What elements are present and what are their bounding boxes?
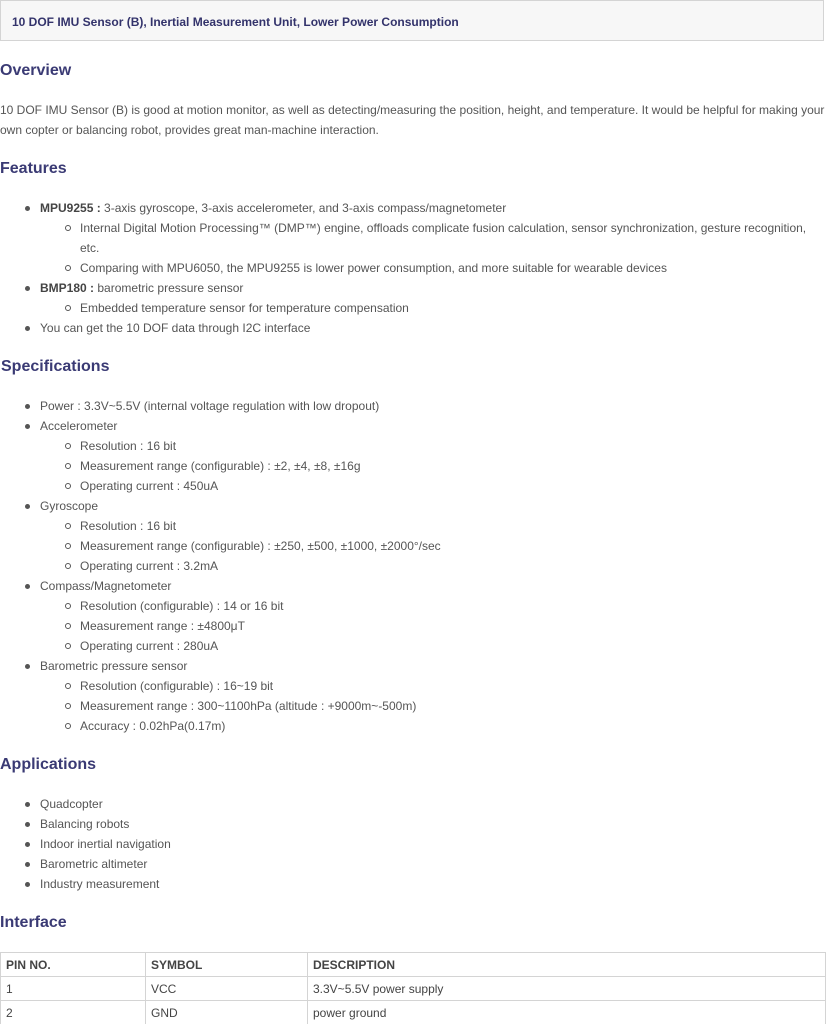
bullet-icon (25, 664, 30, 669)
column-header: DESCRIPTION (308, 953, 826, 977)
mpu-text: 3-axis gyroscope, 3-axis accelerometer, and 3-axis compass/magnetometer (104, 201, 507, 215)
spec-gyro-range: Measurement range (configurable) : ±250, ±500, ±1000, ±2000°/sec (80, 539, 441, 553)
application-item: Quadcopter (40, 797, 103, 811)
bullet-icon (25, 206, 30, 211)
features-heading: Features (0, 160, 67, 177)
bmp-label: BMP180 : (40, 281, 95, 295)
spec-barometric: Barometric pressure sensor (40, 659, 188, 673)
feature-mpu9255 (40, 198, 506, 218)
spec-accelerometer: Accelerometer (40, 419, 118, 433)
spec-acc-resolution: Resolution : 16 bit (80, 439, 177, 453)
spec-power: Power : 3.3V~5.5V (internal voltage regulation with low dropout) (40, 399, 380, 413)
feature-mpu-dmp: Internal Digital Motion Processing™ (DMP™) engine, offloads complicate fusion calculation, sensor synchronization, gesture recognition, etc. (80, 221, 807, 255)
spec-acc-current: Operating current : 450uA (80, 479, 219, 493)
table-header-row (1, 953, 826, 977)
feature-i2c: You can get the 10 DOF data through I2C interface (40, 321, 311, 335)
spec-baro-resolution: Resolution (configurable) : 16~19 bit (80, 679, 274, 693)
bullet-icon (25, 326, 30, 331)
spec-acc-range: Measurement range (configurable) : ±2, ±4, ±8, ±16g (80, 459, 361, 473)
feature-bmp180 (40, 278, 243, 298)
feature-bmp-temp: Embedded temperature sensor for temperature compensation (80, 301, 409, 315)
application-item: Barometric altimeter (40, 857, 148, 871)
bullet-icon (25, 286, 30, 291)
table-row (1, 1001, 826, 1024)
bullet-icon (25, 822, 30, 827)
spec-comp-range: Measurement range : ±4800μT (80, 619, 245, 633)
title-bar (0, 0, 824, 41)
symbol-cell: GND (146, 1001, 308, 1024)
pin-no-cell: 1 (1, 977, 146, 1001)
spec-baro-accuracy: Accuracy : 0.02hPa(0.17m) (80, 719, 226, 733)
spec-comp-current: Operating current : 280uA (80, 639, 219, 653)
circle-bullet-icon (65, 723, 71, 729)
spec-compass: Compass/Magnetometer (40, 579, 172, 593)
bullet-icon (25, 584, 30, 589)
circle-bullet-icon (65, 543, 71, 549)
spec-comp-resolution: Resolution (configurable) : 14 or 16 bit (80, 599, 284, 613)
bullet-icon (25, 862, 30, 867)
circle-bullet-icon (65, 563, 71, 569)
application-item: Balancing robots (40, 817, 130, 831)
circle-bullet-icon (65, 483, 71, 489)
circle-bullet-icon (65, 623, 71, 629)
bullet-icon (25, 802, 30, 807)
feature-mpu-compare: Comparing with MPU6050, the MPU9255 is lower power consumption, and more suitable for wearable devices (80, 261, 667, 275)
bullet-icon (25, 424, 30, 429)
circle-bullet-icon (65, 683, 71, 689)
bmp-text: barometric pressure sensor (97, 281, 244, 295)
applications-heading: Applications (0, 756, 97, 773)
description-cell: power ground (308, 1001, 826, 1024)
column-header: SYMBOL (146, 953, 308, 977)
interface-heading: Interface (0, 914, 67, 931)
description-cell: 3.3V~5.5V power supply (308, 977, 826, 1001)
spec-gyro-current: Operating current : 3.2mA (80, 559, 219, 573)
bullet-icon (25, 504, 30, 509)
bullet-icon (25, 882, 30, 887)
bullet-icon (25, 842, 30, 847)
circle-bullet-icon (65, 463, 71, 469)
symbol-cell: VCC (146, 977, 308, 1001)
circle-bullet-icon (65, 643, 71, 649)
pin-no-cell: 2 (1, 1001, 146, 1024)
overview-text: 10 DOF IMU Sensor (B) is good at motion monitor, as well as detecting/measuring the position, height, and temperature. It would be helpful for making your own copter or balancing robot, provides great man-machine interaction. (0, 103, 825, 137)
circle-bullet-icon (65, 305, 71, 311)
circle-bullet-icon (65, 523, 71, 529)
specifications-heading: Specifications (1, 358, 110, 375)
table-row (1, 977, 826, 1001)
column-header: PIN NO. (1, 953, 146, 977)
circle-bullet-icon (65, 443, 71, 449)
page-title: 10 DOF IMU Sensor (B), Inertial Measurement Unit, Lower Power Consumption (12, 15, 459, 29)
application-item: Indoor inertial navigation (40, 837, 171, 851)
spec-gyro-resolution: Resolution : 16 bit (80, 519, 177, 533)
application-item: Industry measurement (40, 877, 160, 891)
mpu-label: MPU9255 : (40, 201, 101, 215)
interface-table (0, 952, 826, 1024)
spec-gyroscope: Gyroscope (40, 499, 99, 513)
spec-baro-range: Measurement range : 300~1100hPa (altitude : +9000m~-500m) (80, 699, 417, 713)
circle-bullet-icon (65, 265, 71, 271)
circle-bullet-icon (65, 603, 71, 609)
circle-bullet-icon (65, 703, 71, 709)
bullet-icon (25, 404, 30, 409)
overview-heading: Overview (0, 62, 72, 79)
circle-bullet-icon (65, 225, 71, 231)
